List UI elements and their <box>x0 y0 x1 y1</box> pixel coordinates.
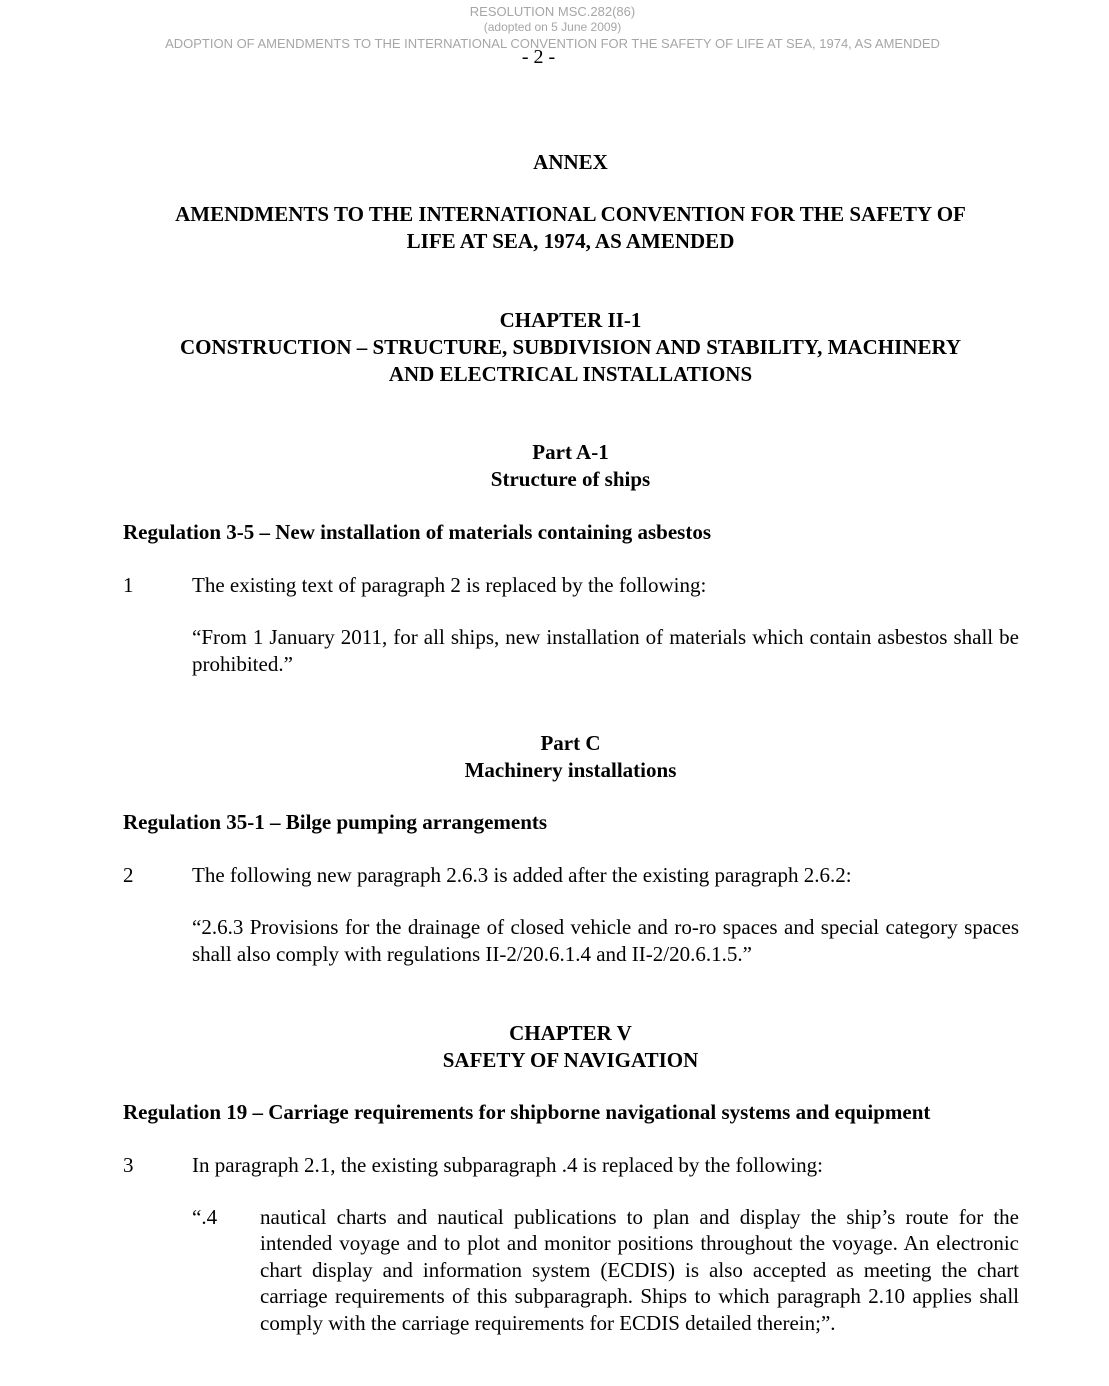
annex-title-line2: LIFE AT SEA, 1974, AS AMENDED <box>406 229 735 253</box>
part-a1-heading: Part A-1 <box>532 440 609 464</box>
chapter-v-heading: CHAPTER V <box>509 1021 632 1045</box>
paragraph-3-number: 3 <box>123 1153 134 1177</box>
annex-heading: ANNEX <box>533 150 608 174</box>
paragraph-2-quote: “2.6.3 Provisions for the drainage of closed vehicle and ro-ro spaces and special category spaces shall also comply with regulations II-2/20.6.1.4 and II-2/20.6.1.5.” <box>192 915 1019 966</box>
regulation-35-1-heading: Regulation 35-1 – Bilge pumping arrangements <box>123 810 548 834</box>
chapter-ii1-block <box>16 307 1109 388</box>
chapter-v-block <box>16 1020 1109 1074</box>
chapter-ii1-title-line1: CONSTRUCTION – STRUCTURE, SUBDIVISION AND STABILITY, MACHINERY <box>179 335 962 359</box>
paragraph-1-text: The existing text of paragraph 2 is replaced by the following: <box>192 573 707 597</box>
chapter-ii1-heading: CHAPTER II-1 <box>499 308 642 332</box>
regulation-19-heading: Regulation 19 – Carriage requirements for shipborne navigational systems and equipment <box>123 1100 931 1124</box>
chapter-v-title: SAFETY OF NAVIGATION <box>442 1048 699 1072</box>
regulation-3-5-heading: Regulation 3-5 – New installation of materials containing asbestos <box>123 520 711 544</box>
part-c-heading: Part C <box>540 731 601 755</box>
part-a1-title: Structure of ships <box>490 467 651 491</box>
paragraph-3-text: In paragraph 2.1, the existing subparagraph .4 is replaced by the following: <box>192 1153 823 1177</box>
header-resolution: RESOLUTION MSC.282(86) <box>469 4 636 19</box>
annex-title-line1: AMENDMENTS TO THE INTERNATIONAL CONVENTION FOR THE SAFETY OF <box>175 202 966 226</box>
part-c-title: Machinery installations <box>464 758 677 782</box>
annex-title <box>16 201 1109 255</box>
paragraph-1-number: 1 <box>123 573 134 597</box>
part-a1-block <box>16 439 1109 493</box>
paragraph-2-number: 2 <box>123 863 134 887</box>
subparagraph-4-number: “.4 <box>192 1205 218 1229</box>
chapter-ii1-title-line2: AND ELECTRICAL INSTALLATIONS <box>388 362 753 386</box>
part-c-block <box>16 730 1109 784</box>
header-title: ADOPTION OF AMENDMENTS TO THE INTERNATIONAL CONVENTION FOR THE SAFETY OF LIFE AT SEA, 1974, AS AMENDED <box>165 36 940 51</box>
paragraph-1-quote: “From 1 January 2011, for all ships, new installation of materials which contain asbestos shall be prohibited.” <box>192 625 1019 676</box>
paragraph-2-text: The following new paragraph 2.6.3 is added after the existing paragraph 2.6.2: <box>192 863 852 887</box>
header-adopted: (adopted on 5 June 2009) <box>483 20 622 34</box>
page-number: - 2 - <box>521 46 556 68</box>
subparagraph-4-text: nautical charts and nautical publications to plan and display the ship’s route for the intended voyage and to plot and monitor positions throughout the voyage. An electronic chart display and information system (ECDIS) is also accepted as meeting the chart carriage requirements of this subparagraph. Ships to which paragraph 2.10 applies shall comply with the carriage requirements for ECDIS detailed therein;”. <box>260 1205 1019 1335</box>
